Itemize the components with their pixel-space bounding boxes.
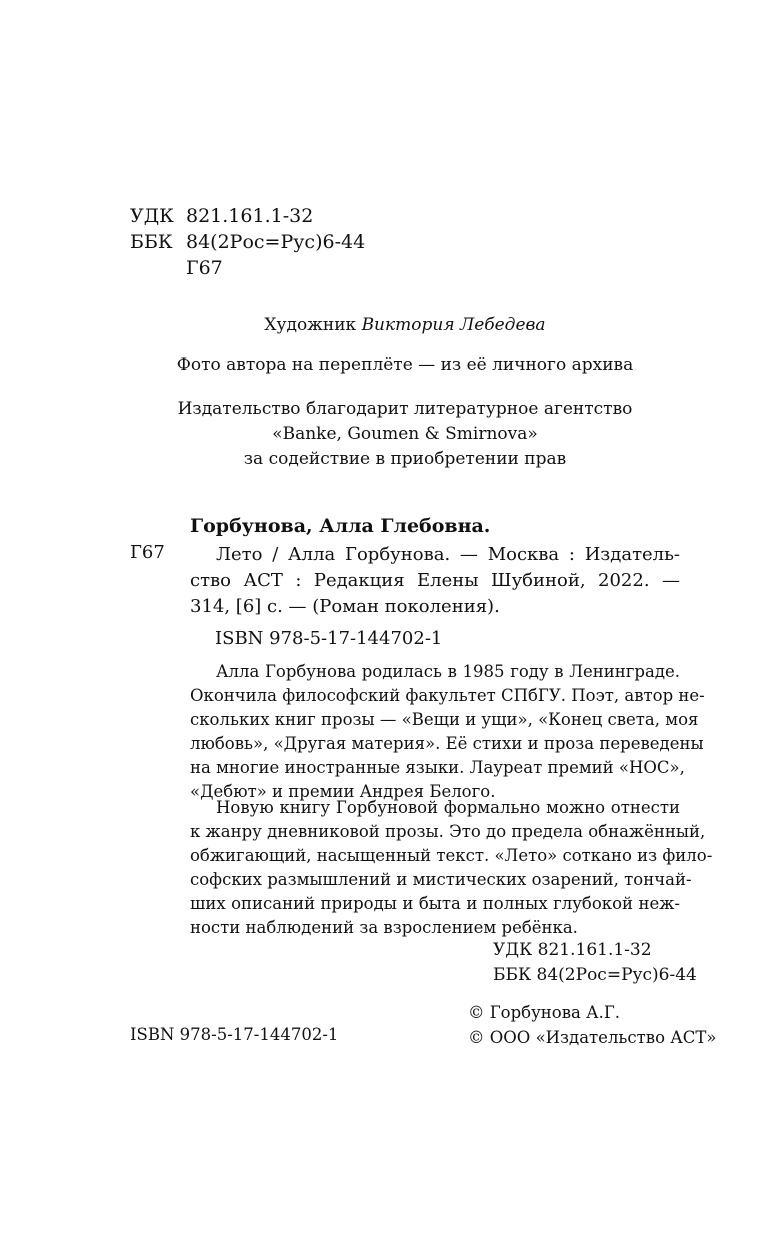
agency-thanks — [130, 397, 680, 472]
thanks-line: за содействие в приобретении прав — [243, 449, 567, 469]
artist-name: Виктория Лебедева — [361, 315, 546, 335]
footer-udk: УДК 821.161.1-32 — [493, 940, 652, 960]
copyright-author: © Горбунова А.Г. — [468, 1003, 621, 1022]
udk-value: 821.161.1-32 — [186, 205, 314, 227]
annotation-line: на многие иностранные языки. Лауреат премий «НОС», — [190, 758, 685, 777]
annotation-line: к жанру дневниковой прозы. Это до предела обнажённый, — [190, 822, 706, 841]
annotation-line: «Дебют» и премии Андрея Белого. — [190, 782, 496, 801]
bbk-line — [130, 229, 365, 255]
annotation-line: скольких книг прозы — «Вещи и ущи», «Конец света, моя — [190, 710, 699, 729]
annotation-line: Окончила философский факультет СПбГУ. Поэт, автор не- — [190, 686, 705, 705]
artist-credit — [130, 315, 680, 335]
biblio-line: Лето / Алла Горбунова. — Москва : Издатель- — [216, 544, 680, 565]
record-sign: Г67 — [130, 542, 165, 563]
photo-note — [130, 355, 680, 375]
annotation-line: софских размышлений и мистических озарений, тончай- — [190, 870, 692, 889]
record-isbn: ISBN 978-5-17-144702-1 — [215, 628, 443, 649]
annotation-line: обжигающий, насыщенный текст. «Лето» соткано из фило- — [190, 846, 713, 865]
udk-label: УДК — [130, 205, 174, 227]
bbk-label: ББК — [130, 231, 173, 253]
annotation-line: любовь», «Другая материя». Её стихи и проза переведены — [190, 734, 704, 753]
udk-line — [130, 203, 313, 229]
annotation-line: Алла Горбунова родилась в 1985 году в Ленинграде. — [216, 662, 680, 681]
annotation-paragraph-1 — [190, 660, 705, 804]
annotation-line: Новую книгу Горбуновой формально можно отнести — [216, 798, 680, 817]
author-heading: Горбунова, Алла Глебовна. — [190, 515, 491, 537]
author-sign: Г67 — [186, 257, 223, 279]
thanks-line: «Banke, Goumen & Smirnova» — [272, 424, 538, 444]
copyright-publisher: © ООО «Издательство АСТ» — [468, 1028, 717, 1047]
bibliographic-description — [190, 542, 680, 620]
copyright-block — [468, 1000, 716, 1050]
thanks-line: Издательство благодарит литературное агентство — [177, 399, 633, 419]
footer-isbn: ISBN 978-5-17-144702-1 — [130, 1025, 339, 1044]
biblio-line: 314, [6] с. — (Роман поколения). — [190, 596, 500, 617]
bbk-value: 84(2Рос=Рус)6-44 — [186, 231, 366, 253]
annotation-line: ших описаний природы и быта и полных глубокой неж- — [190, 894, 680, 913]
photo-note-text: Фото автора на переплёте — из её личного архива — [176, 355, 634, 375]
biblio-line: ство АСТ : Редакция Елены Шубиной, 2022. — — [190, 570, 680, 591]
footer-codes — [493, 938, 697, 988]
footer-bbk: ББК 84(2Рос=Рус)6-44 — [493, 965, 697, 985]
artist-prefix: Художник — [264, 315, 357, 335]
annotation-line: ности наблюдений за взрослением ребёнка. — [190, 918, 578, 937]
annotation-paragraph-2 — [190, 796, 713, 940]
